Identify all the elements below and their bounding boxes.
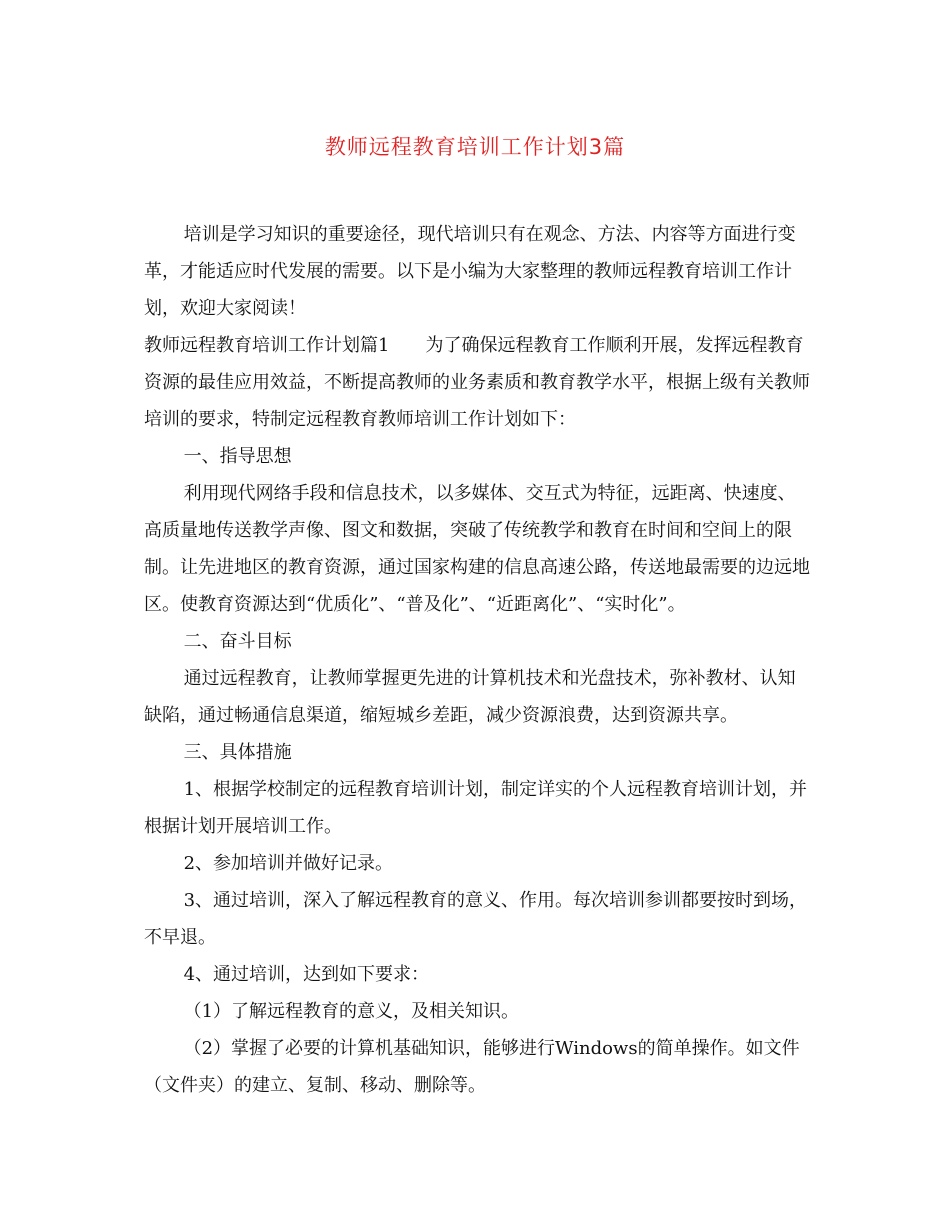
measure-2-paragraph: 2、参加培训并做好记录。	[183, 853, 394, 874]
goals-paragraph: 通过远程教育，让教师掌握更先进的计算机技术和光盘技术，弥补教材、认知缺陷，通过畅通信息渠道，缩短城乡差距，减少资源浪费，达到资源共享。	[144, 668, 796, 726]
measure-1-paragraph: 1、根据学校制定的远程教育培训计划，制定详实的个人远程教育培训计划，并根据计划开展培训工作。	[144, 779, 808, 837]
section-heading-goals: 二、奋斗目标	[183, 631, 292, 652]
plan-1-heading: 教师远程教育培训工作计划篇1	[144, 335, 390, 356]
document-title: 教师远程教育培训工作计划3篇	[324, 135, 626, 159]
plan-1-text: 为了确保远程教育工作顺利开展，发挥远程教育资源的最佳应用效益，不断提高教师的业务素质和教育教学水平，根据上级有关教师培训的要求，特制定远程教育教师培训工作计划如下：	[144, 335, 810, 430]
measure-4-paragraph: 4、通过培训，达到如下要求：	[183, 964, 430, 985]
section-heading-guiding-ideology: 一、指导思想	[183, 446, 292, 467]
requirement-1-paragraph: （1）了解远程教育的意义，及相关知识。	[183, 1001, 520, 1022]
requirement-2-paragraph: （2）掌握了必要的计算机基础知识，能够进行Windows的简单操作。如文件（文件夹）的建立、复制、移动、删除等。	[144, 1038, 800, 1096]
section-heading-measures: 三、具体措施	[183, 742, 292, 763]
guiding-ideology-paragraph: 利用现代网络手段和信息技术，以多媒体、交互式为特征，远距离、快速度、高质量地传送教学声像、图文和数据，突破了传统教学和教育在时间和空间上的限制。让先进地区的教育资源，通过国家构建的信息高速公路，传送地最需要的边远地区。使教育资源达到“优质化”、“普及化”、“近距离化”、“实时化”。	[144, 483, 810, 615]
plan-1-paragraph	[144, 327, 812, 438]
document-body	[144, 216, 812, 1104]
measure-3-paragraph: 3、通过培训，深入了解远程教育的意义、作用。每次培训参训都要按时到场，不早退。	[144, 890, 808, 948]
intro-paragraph: 培训是学习知识的重要途径，现代培训只有在观念、方法、内容等方面进行变革，才能适应时代发展的需要。以下是小编为大家整理的教师远程教育培训工作计划，欢迎大家阅读！	[144, 224, 796, 319]
